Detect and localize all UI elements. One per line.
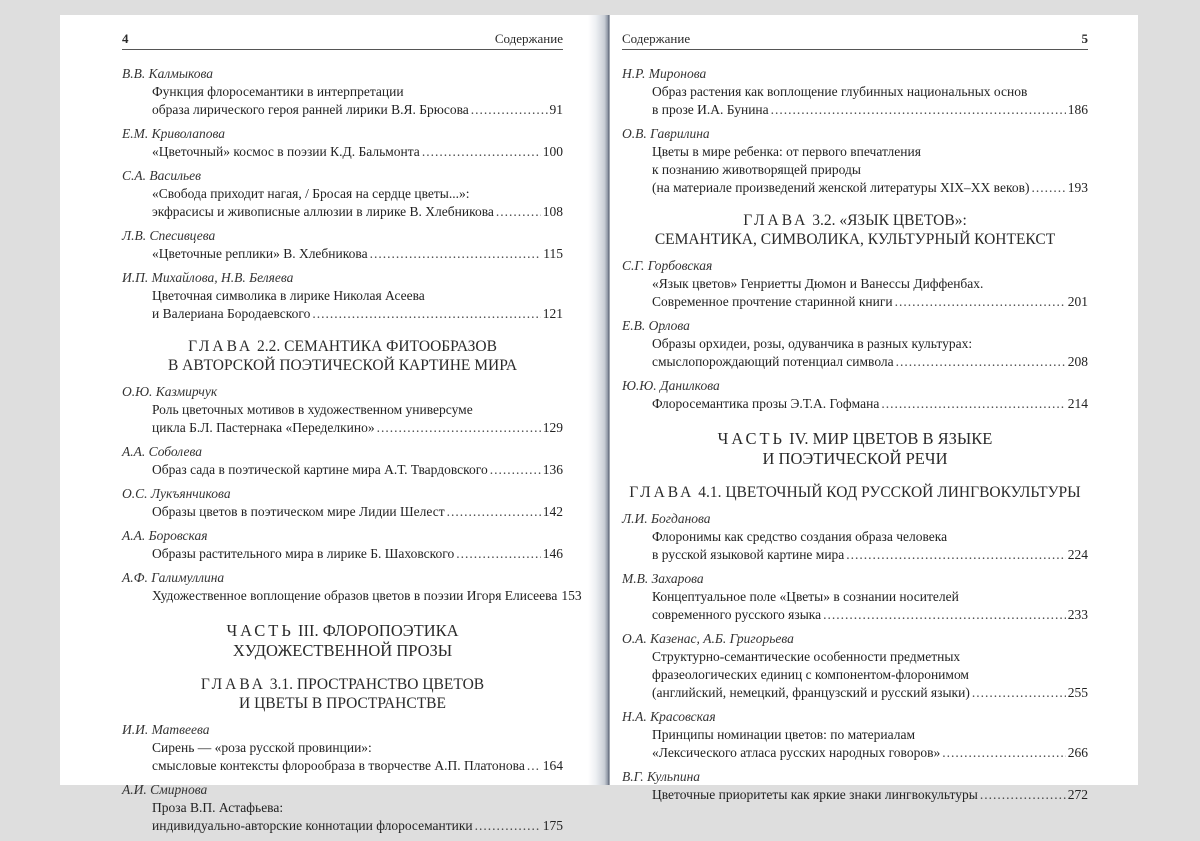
entry-page-number: 115	[543, 246, 563, 261]
entry-title-text: «Цветочные реплики» В. Хлебникова	[152, 246, 368, 261]
running-title: Содержание	[622, 31, 691, 46]
entry-title-line: Принципы номинации цветов: по материалам	[652, 727, 915, 742]
entry-title-line	[122, 419, 563, 437]
dot-leader	[823, 606, 1066, 624]
entry-title-line: Сирень — «роза русской провинции»:	[152, 740, 372, 755]
part-heading	[622, 429, 1088, 469]
entry-title-text: Образы цветов в поэтическом мире Лидии Шелест	[152, 504, 445, 519]
heading-line	[122, 337, 563, 356]
entry-page-number: 121	[542, 306, 563, 321]
heading-line	[122, 621, 563, 641]
entry-author: А.А. Соболева	[122, 444, 203, 459]
toc-entry[interactable]	[122, 721, 563, 775]
entry-title-line	[122, 817, 563, 835]
book-spread	[60, 15, 1138, 833]
entry-author: О.С. Лукъянчикова	[122, 486, 231, 501]
heading-text: И ЦВЕТЫ В ПРОСТРАНСТВЕ	[239, 695, 446, 712]
entry-title-line	[622, 353, 1088, 371]
entry-title-line	[622, 293, 1088, 311]
heading-line	[622, 230, 1088, 249]
entry-title-line	[622, 395, 1088, 413]
entry-author: Н.Р. Миронова	[622, 66, 707, 81]
entry-author: А.А. Боровская	[122, 528, 208, 543]
entry-title-text: смысловые контексты флорообраза в творчестве А.П. Платонова	[152, 758, 525, 773]
toc-entry[interactable]	[622, 65, 1088, 119]
entry-title-line	[122, 461, 563, 479]
dot-leader	[475, 817, 541, 835]
entry-author: Е.В. Орлова	[622, 318, 690, 333]
part-heading	[122, 621, 563, 661]
toc-entry[interactable]	[622, 125, 1088, 197]
heading-line	[622, 483, 1088, 502]
entry-title-line: фразеологических единиц с компонентом-флоронимом	[652, 667, 969, 682]
entry-title-text: Художественное воплощение образов цветов в поэзии Игоря Елисеева	[152, 588, 558, 603]
entry-title-line: Структурно-семантические особенности предметных	[652, 649, 961, 664]
dot-leader	[771, 101, 1066, 119]
entry-title-text: в прозе И.А. Бунина	[652, 102, 769, 117]
entry-title-line: к познанию животворящей природы	[652, 162, 861, 177]
toc-entry[interactable]	[122, 125, 563, 161]
left-page	[122, 15, 582, 833]
page-number: 4	[122, 31, 129, 46]
heading-line	[622, 211, 1088, 230]
entry-title-line: «Язык цветов» Генриетты Дюмон и Ванессы Диффенбах.	[652, 276, 984, 291]
heading-text: 3.1. ПРОСТРАНСТВО ЦВЕТОВ	[269, 676, 485, 693]
entry-title-line: Функция флоросемантики в интерпретации	[152, 84, 404, 99]
entry-page-number: 175	[542, 818, 563, 833]
entry-author: С.Г. Горбовская	[622, 258, 713, 273]
entry-author: А.И. Смирнова	[122, 782, 208, 797]
heading-text: III. ФЛОРОПОЭТИКА	[297, 621, 459, 640]
heading-line	[122, 675, 563, 694]
right-page	[622, 15, 1088, 802]
entry-title-line: Цветочная символика в лирике Николая Асеева	[152, 288, 425, 303]
entry-page-number: 266	[1067, 745, 1088, 760]
entry-title-line	[622, 546, 1088, 564]
heading-text: ХУДОЖЕСТВЕННОЙ ПРОЗЫ	[232, 641, 453, 660]
heading-prefix: ЧАСТЬ	[226, 621, 294, 640]
heading-text: СЕМАНТИКА, СИМВОЛИКА, КУЛЬТУРНЫЙ КОНТЕКСТ	[654, 231, 1056, 248]
dot-leader	[496, 203, 541, 221]
dot-leader	[447, 503, 541, 521]
entry-title-line	[622, 179, 1088, 197]
entry-title-text: в русской языковой картине мира	[652, 547, 845, 562]
heading-prefix: ГЛАВА	[188, 338, 254, 355]
entry-page-number: 208	[1067, 354, 1088, 369]
entry-title-text: экфрасисы и живописные аллюзии в лирике В. Хлебникова	[152, 204, 494, 219]
entry-title-line	[622, 684, 1088, 702]
entry-title-text: Образы растительного мира в лирике Б. Шаховского	[152, 546, 455, 561]
entry-author: Н.А. Красовская	[622, 709, 716, 724]
page-number: 5	[1081, 31, 1088, 46]
entry-title-line: Роль цветочных мотивов в художественном универсуме	[152, 402, 473, 417]
entry-title-text: Цветочные приоритеты как яркие знаки лингвокультуры	[652, 787, 978, 802]
entry-page-number: 224	[1067, 547, 1088, 562]
entry-author: Л.В. Спесивцева	[122, 228, 216, 243]
entry-title-line	[122, 587, 582, 605]
entry-title-line: Проза В.П. Астафьева:	[152, 800, 284, 815]
toc-entry[interactable]	[122, 167, 563, 221]
entry-title-line	[122, 503, 563, 521]
entry-page-number: 201	[1067, 294, 1088, 309]
entry-page-number: 164	[542, 758, 563, 773]
toc-entry[interactable]	[622, 377, 1088, 413]
heading-line	[622, 449, 1088, 469]
entry-author: И.П. Михайлова, Н.В. Беляева	[122, 270, 294, 285]
entry-author: В.В. Калмыкова	[122, 66, 214, 81]
entry-title-text: (на материале произведений женской литературы XIX–XX веков)	[652, 180, 1030, 195]
entry-title-line	[122, 143, 563, 161]
heading-line	[122, 694, 563, 713]
heading-text: 2.2. СЕМАНТИКА ФИТООБРАЗОВ	[257, 338, 497, 355]
dot-leader	[490, 461, 541, 479]
heading-text: IV. МИР ЦВЕТОВ В ЯЗЫКЕ	[789, 429, 993, 448]
heading-line	[622, 429, 1088, 449]
entry-page-number: 100	[542, 144, 563, 159]
entry-title-text: Современное прочтение старинной книги	[652, 294, 893, 309]
heading-line	[122, 356, 563, 375]
entry-page-number: 153	[561, 588, 582, 603]
entry-title-line	[122, 101, 563, 119]
toc-entry[interactable]	[622, 570, 1088, 624]
entry-page-number: 193	[1067, 180, 1088, 195]
toc-entry[interactable]	[122, 527, 563, 563]
entry-author: О.А. Казенас, А.Б. Григорьева	[622, 631, 794, 646]
entry-author: Ю.Ю. Данилкова	[622, 378, 720, 393]
entry-title-text: (английский, немецкий, французский и русский языки)	[652, 685, 970, 700]
entry-title-line	[622, 786, 1088, 804]
entry-author: О.В. Гаврилина	[622, 126, 710, 141]
toc-entry[interactable]	[122, 443, 563, 479]
toc-entry[interactable]	[622, 630, 1088, 702]
heading-prefix: ГЛАВА	[629, 484, 695, 501]
entry-author: С.А. Васильев	[122, 168, 201, 183]
toc-entry[interactable]	[122, 269, 563, 323]
entry-title-line	[122, 545, 563, 563]
dot-leader	[377, 419, 541, 437]
entry-page-number: 255	[1067, 685, 1088, 700]
dot-leader	[980, 786, 1066, 804]
toc-entry[interactable]	[122, 383, 563, 437]
toc-entry[interactable]	[622, 768, 1088, 804]
entry-title-line	[622, 744, 1088, 762]
dot-leader	[896, 353, 1066, 371]
heading-prefix: ГЛАВА	[200, 676, 266, 693]
entry-title-line: «Свобода приходит нагая, / Бросая на сердце цветы...»:	[152, 186, 470, 201]
dot-leader	[846, 546, 1065, 564]
toc-entry[interactable]	[122, 569, 582, 605]
toc-content	[122, 65, 582, 841]
heading-text: 4.1. ЦВЕТОЧНЫЙ КОД РУССКОЙ ЛИНГВОКУЛЬТУРЫ	[698, 484, 1081, 501]
chapter-heading	[622, 211, 1088, 249]
entry-page-number: 129	[542, 420, 563, 435]
entry-page-number: 142	[542, 504, 563, 519]
entry-title-text: Образ сада в поэтической картине мира А.Т. Твардовского	[152, 462, 488, 477]
entry-title-text: «Цветочный» космос в поэзии К.Д. Бальмонта	[152, 144, 420, 159]
toc-entry[interactable]	[622, 510, 1088, 564]
entry-page-number: 91	[549, 102, 563, 117]
toc-entry[interactable]	[622, 708, 1088, 762]
book-gutter	[588, 15, 610, 785]
dot-leader	[881, 395, 1065, 413]
entry-title-text: Флоросемантика прозы Э.Т.А. Гофмана	[652, 396, 880, 411]
toc-entry[interactable]	[622, 317, 1088, 371]
entry-page-number: 214	[1067, 396, 1088, 411]
entry-page-number: 186	[1067, 102, 1088, 117]
heading-line	[122, 641, 563, 661]
entry-title-line: Образы орхидеи, розы, одуванчика в разных культурах:	[652, 336, 973, 351]
heading-text: 3.2. «ЯЗЫК ЦВЕТОВ»:	[812, 212, 967, 229]
entry-title-line: Цветы в мире ребенка: от первого впечатления	[652, 144, 921, 159]
entry-title-line: Флоронимы как средство создания образа человека	[652, 529, 948, 544]
dot-leader	[312, 305, 540, 323]
entry-title-line	[122, 203, 563, 221]
toc-entry[interactable]	[122, 65, 563, 119]
running-header	[622, 29, 1088, 50]
entry-title-line: Концептуальное поле «Цветы» в сознании носителей	[652, 589, 959, 604]
entry-page-number: 233	[1067, 607, 1088, 622]
entry-title-text: современного русского языка	[652, 607, 822, 622]
dot-leader	[972, 684, 1066, 702]
dot-leader	[942, 744, 1066, 762]
heading-prefix: ЧАСТЬ	[717, 429, 786, 448]
entry-page-number: 136	[542, 462, 563, 477]
entry-author: О.Ю. Казмирчук	[122, 384, 218, 399]
entry-title-line	[122, 757, 563, 775]
heading-text: И ПОЭТИЧЕСКОЙ РЕЧИ	[762, 449, 948, 468]
entry-author: Л.И. Богданова	[622, 511, 711, 526]
toc-content	[622, 65, 1088, 810]
dot-leader	[895, 293, 1066, 311]
entry-title-line: Образ растения как воплощение глубинных национальных основ	[652, 84, 1028, 99]
toc-entry[interactable]	[622, 257, 1088, 311]
chapter-heading	[622, 483, 1088, 502]
dot-leader	[471, 101, 548, 119]
toc-entry[interactable]	[122, 227, 563, 263]
entry-title-text: индивидуально-авторские коннотации флоросемантики	[152, 818, 473, 833]
heading-prefix: ГЛАВА	[743, 212, 809, 229]
chapter-heading	[122, 675, 563, 713]
entry-title-text: образа лирического героя ранней лирики В.Я. Брюсова	[152, 102, 469, 117]
entry-title-line	[622, 101, 1088, 119]
dot-leader	[456, 545, 541, 563]
entry-page-number: 146	[542, 546, 563, 561]
entry-title-line	[122, 305, 563, 323]
entry-title-text: цикла Б.Л. Пастернака «Переделкино»	[152, 420, 375, 435]
running-header	[122, 29, 563, 50]
entry-author: А.Ф. Галимуллина	[122, 570, 225, 585]
toc-entry[interactable]	[122, 781, 563, 835]
heading-text: В АВТОРСКОЙ ПОЭТИЧЕСКОЙ КАРТИНЕ МИРА	[167, 357, 518, 374]
entry-title-text: «Лексического атласа русских народных говоров»	[652, 745, 941, 760]
dot-leader	[370, 245, 542, 263]
entry-page-number: 272	[1067, 787, 1088, 802]
entry-title-text: смыслопорождающий потенциал символа	[652, 354, 894, 369]
entry-page-number: 108	[542, 204, 563, 219]
entry-title-text: и Валериана Бородаевского	[152, 306, 311, 321]
chapter-heading	[122, 337, 563, 375]
dot-leader	[1031, 179, 1065, 197]
dot-leader	[527, 757, 541, 775]
running-title: Содержание	[494, 31, 563, 46]
toc-entry[interactable]	[122, 485, 563, 521]
entry-title-line	[122, 245, 563, 263]
entry-title-line	[622, 606, 1088, 624]
dot-leader	[422, 143, 541, 161]
entry-author: Е.М. Криволапова	[122, 126, 225, 141]
entry-author: М.В. Захарова	[622, 571, 704, 586]
entry-author: В.Г. Кульпина	[622, 769, 701, 784]
entry-author: И.И. Матвеева	[122, 722, 210, 737]
